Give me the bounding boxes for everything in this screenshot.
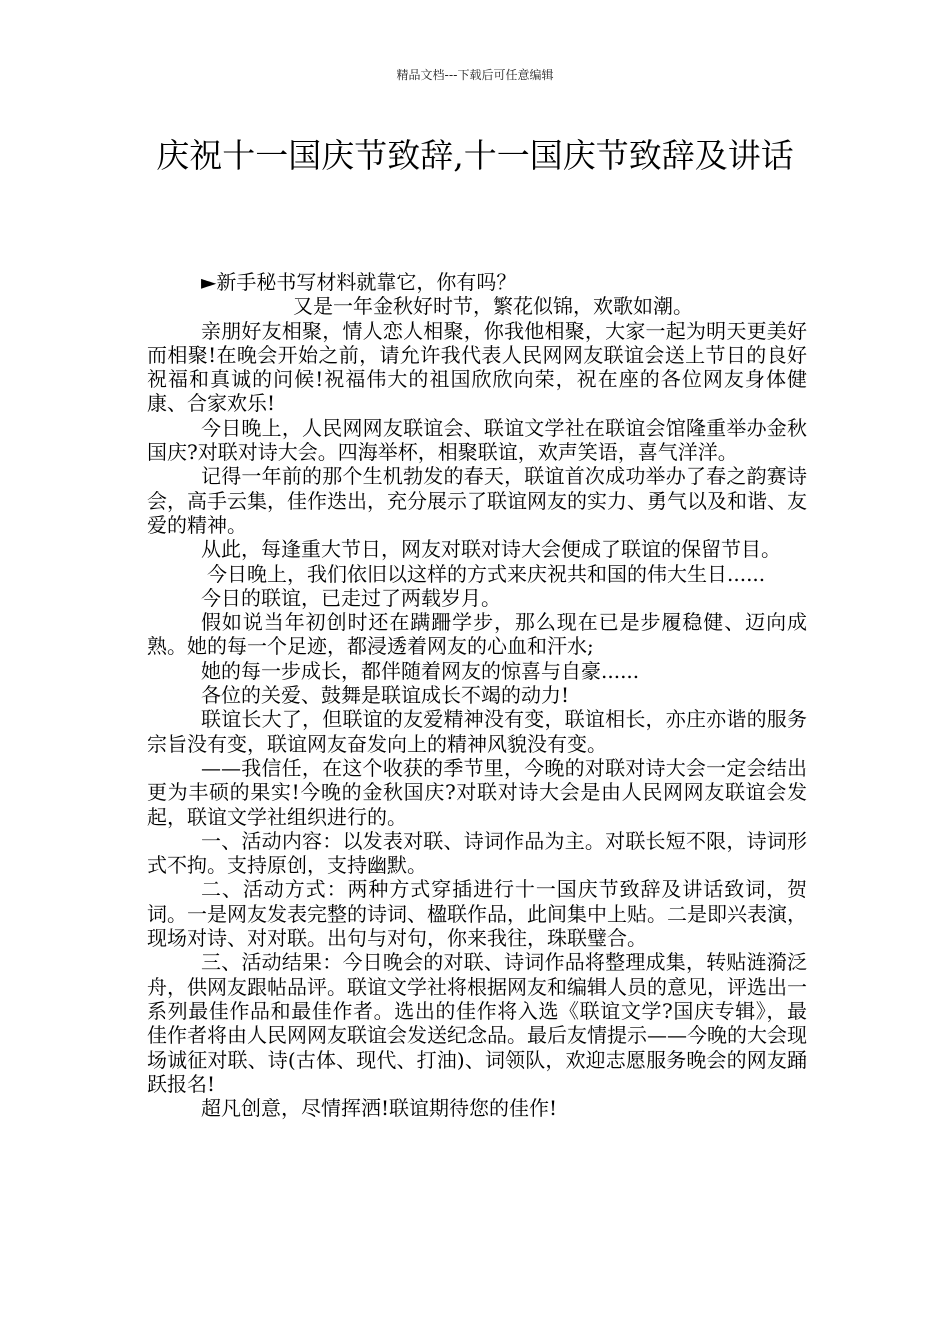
paragraph-intro: ►新手秘书写材料就靠它，你有吗？ (201, 270, 517, 294)
paragraph: 今日晚上，我们依旧以这样的方式来庆祝共和国的伟大生日...... (207, 561, 766, 586)
paragraph: 她的每一步成长，都伴随着网友的惊喜与自豪...... (201, 658, 640, 683)
paragraph-activity-result: 三、活动结果：今日晚会的对联、诗词作品将整理成集，转贴涟漪泛舟，供网友跟帖品评。联谊文学社将根据网友和编辑人员的意见，评选出一系列最佳作品和最佳作者。选出的佳作将入选《联谊文学?国庆专辑》，最佳作者将由人民网网友联谊会发送纪念品。最后友情提示——今晚的大会现场诚征对联、诗(古体、现代、打油)、词领队，欢迎志愿服务晚会的网友踊跃报名! (147, 950, 807, 1096)
paragraph: 从此，每逢重大节日，网友对联对诗大会便成了联谊的保留节目。 (201, 537, 781, 562)
paragraph-activity-content: 一、活动内容：以发表对联、诗词作品为主。对联长短不限，诗词形式不拘。支持原创，支持幽默。 (147, 828, 807, 878)
paragraph: 假如说当年初创时还在蹒跚学步，那么现在已是步履稳健、迈向成熟。她的每一个足迹，都浸透着网友的心血和汗水; (147, 610, 807, 659)
paragraph: 今日晚上，人民网网友联谊会、联谊文学社在联谊会馆隆重举办金秋国庆?对联对诗大会。四海举杯，相聚联谊，欢声笑语，喜气洋洋。 (147, 415, 807, 465)
document-body (147, 270, 807, 1120)
paragraph: 今日的联谊，已走过了两载岁月。 (201, 585, 501, 610)
paragraph: 各位的关爱、鼓舞是联谊成长不竭的动力! (201, 683, 570, 708)
page-header: 精品文档---下载后可任意编辑 (396, 68, 554, 82)
paragraph-opening-line: 又是一年金秋好时节，繁花似锦，欢歌如潮。 (293, 294, 693, 319)
paragraph: 亲朋好友相聚，情人恋人相聚，你我他相聚，大家一起为明天更美好而相聚!在晚会开始之前，请允许我代表人民网网友联谊会送上节日的良好祝福和真诚的问候!祝福伟大的祖国欣欣向荣，祝在座的各位网友身体健康、合家欢乐! (147, 318, 807, 416)
page-title: 庆祝十一国庆节致辞,十一国庆节致辞及讲话 (156, 136, 794, 175)
paragraph-activity-method: 二、活动方式：两种方式穿插进行十一国庆节致辞及讲话致词，贺词。一是网友发表完整的诗词、楹联作品，此间集中上贴。二是即兴表演，现场对诗、对对联。出句与对句，你来我往，珠联璧合。 (147, 877, 807, 951)
paragraph: 联谊长大了，但联谊的友爱精神没有变，联谊相长，亦庄亦谐的服务宗旨没有变，联谊网友奋发向上的精神风貌没有变。 (147, 707, 807, 756)
paragraph: 记得一年前的那个生机勃发的春天，联谊首次成功举办了春之韵赛诗会，高手云集，佳作迭出，充分展示了联谊网友的实力、勇气以及和谐、友爱的精神。 (147, 464, 807, 537)
paragraph-closing: 超凡创意，尽情挥洒!联谊期待您的佳作! (201, 1096, 558, 1121)
paragraph: ——我信任，在这个收获的季节里，今晚的对联对诗大会一定会结出更为丰硕的果实!今晚的金秋国庆?对联对诗大会是由人民网网友联谊会发起，联谊文学社组织进行的。 (147, 755, 807, 829)
